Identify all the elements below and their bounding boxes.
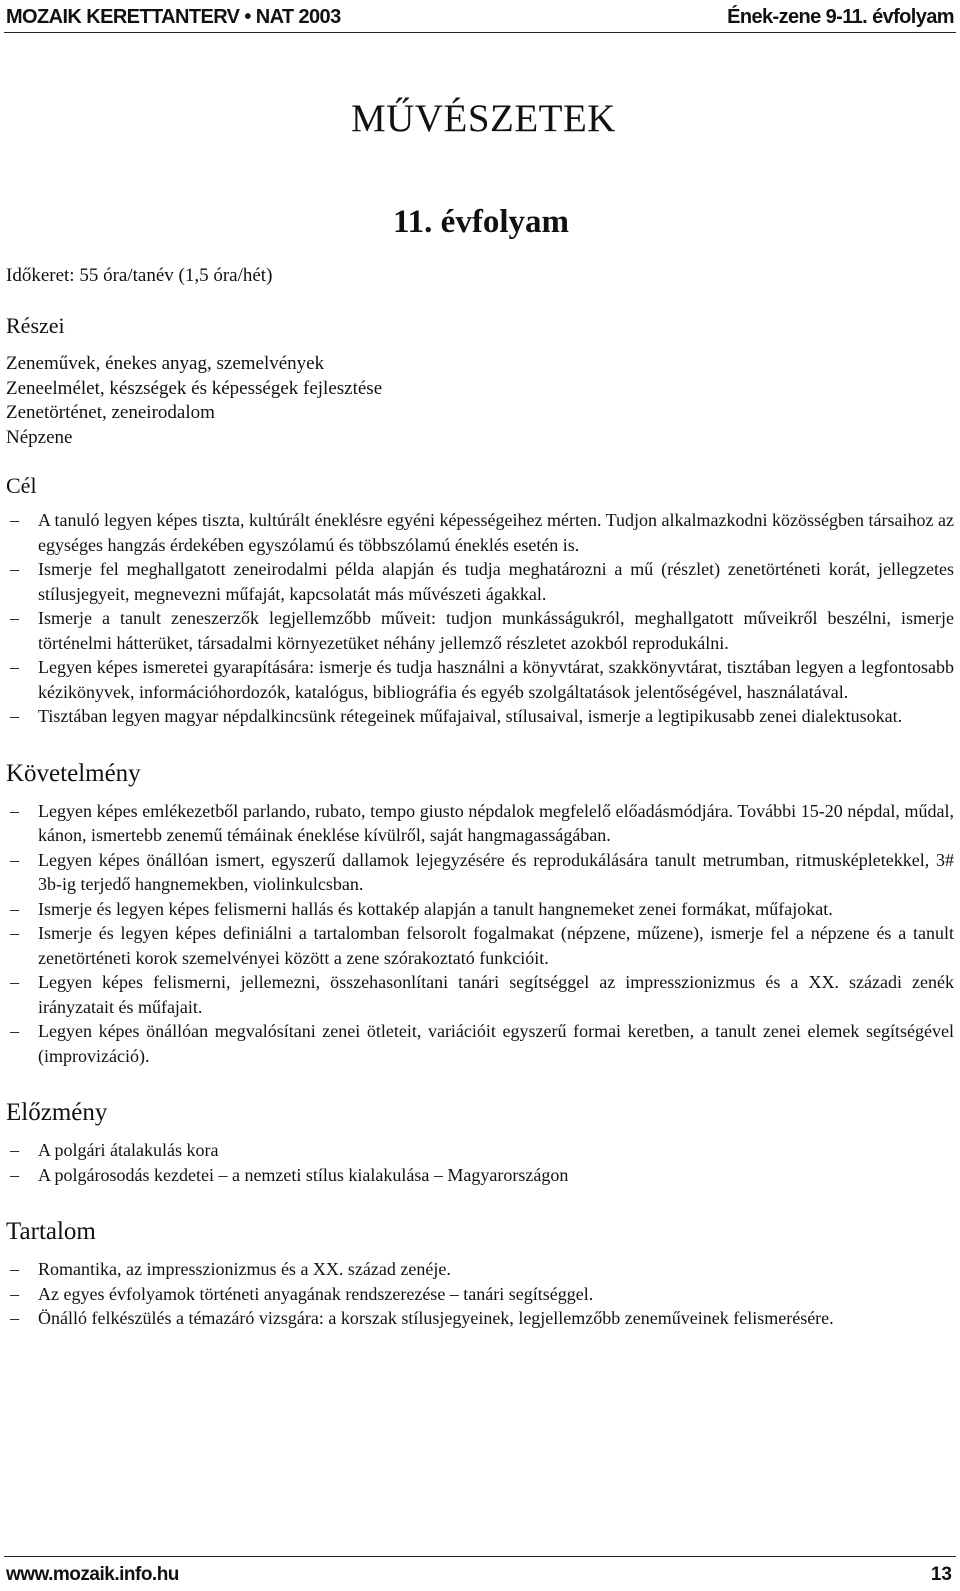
list-item: Zenetörténet, zeneirodalom [6, 402, 215, 423]
section-tartalom [6, 1217, 954, 1331]
content [6, 312, 954, 1331]
list-item: – Az egyes évfolyamok történeti anyagának rendszerezése – tanári segítséggel. [6, 1282, 954, 1307]
footer-website-link[interactable]: www.mozaik.info.hu [6, 1564, 179, 1585]
page-number: 13 [930, 1564, 952, 1585]
section-heading: Követelmény [6, 759, 141, 787]
list-item: – Legyen képes felismerni, jellemezni, összehasonlítani tanári segítséggel az impresszionizmus és a XX. századi zenék irányzatait és műfajait. [6, 970, 954, 1019]
section-kovetelmeny [6, 759, 954, 1069]
list-item: – Legyen képes ismeretei gyarapítására: ismerje és tudja használni a könyvtárat, szakkönyvtárat, tisztában legyen a legfontosabb kézikönyvek, információhordozók, katalógus, bibliográfia és egyéb szolgáltatások jelentőségével, használatával. [6, 655, 954, 704]
section-heading: Részei [6, 313, 65, 338]
list-item: Zeneelmélet, készségek és képességek fejlesztése [6, 377, 383, 399]
list-item: – Romantika, az impresszionizmus és a XX. század zenéje. [6, 1257, 954, 1282]
header-series-title: MOZAIK KERETTANTERV • NAT 2003 [6, 6, 341, 28]
header-subject-title: Ének-zene 9-11. évfolyam [727, 6, 954, 28]
list-item: – Legyen képes önállóan megvalósítani zenei ötleteit, variációit egyszerű formai keretben, a tanult zenei elemek segítségével (improvizáció). [6, 1019, 954, 1068]
list-item: – Ismerje és legyen képes felismerni hallás és kottakép alapján a tanult hangnemeket zenei formákat, műfajokat. [6, 897, 954, 922]
list-item: – Ismerje a tanult zeneszerzők legjellemzőbb műveit: tudjon munkásságukról, meghallgatott műveikről beszélni, ismerje történelmi hátterüket, társadalmi környezetüket néhány jellemző részletet azokból reprodukálni. [6, 606, 954, 655]
list-item: – Tisztában legyen magyar népdalkincsünk rétegeinek műfajaival, stílusaival, ismerje a legtipikusabb zenei dialektusokat. [6, 704, 954, 729]
list-item: – Legyen képes emlékezetből parlando, rubato, tempo giusto népdalok megfelelő előadásmódjára. További 15-20 népdal, műdal, kánon, ismertebb zenemű témáinak éneklése kívülről, saját hangmagasságában. [6, 799, 954, 848]
section-cel [6, 472, 954, 729]
cel-list [6, 508, 954, 729]
section-heading: Előzmény [6, 1099, 108, 1126]
list-item: – A polgárosodás kezdetei – a nemzeti stílus kialakulása – Magyarországon [6, 1163, 954, 1188]
timeframe: Időkeret: 55 óra/tanév (1,5 óra/hét) [6, 265, 273, 286]
list-item: – A polgári átalakulás kora [6, 1138, 954, 1163]
grade-heading: 11. évfolyam [393, 204, 569, 240]
reszei-list [6, 352, 954, 450]
list-item: – Önálló felkészülés a témazáró vizsgára: a korszak stílusjegyeinek, legjellemzőbb zeneműveinek felismerésére. [6, 1306, 954, 1331]
page-title: MŰVÉSZETEK [351, 97, 616, 140]
tartalom-list [6, 1257, 954, 1331]
list-item: Népzene [6, 426, 73, 448]
section-reszei [6, 312, 954, 450]
list-item: – Ismerje fel meghallgatott zeneirodalmi példa alapján és tudja meghatározni a mű (részlet) zenetörténeti korát, jellegzetes stílusjegyeit, megnevezni műfaját, kapcsolatát más művészeti ágakkal. [6, 557, 954, 606]
section-heading: Tartalom [6, 1218, 96, 1245]
section-elozmeny [6, 1098, 954, 1187]
page-footer [4, 1556, 956, 1589]
list-item: – Legyen képes önállóan ismert, egyszerű dallamok lejegyzésére és reprodukálására tanult metrumban, ritmusképletekkel, 3# 3b-ig terjedő hangnemekben, violinkulcsban. [6, 848, 954, 897]
list-item: Zeneművek, énekes anyag, szemelvények [6, 353, 325, 374]
list-item: – A tanuló legyen képes tiszta, kultúrált éneklésre egyéni képességeihez mérten. Tudjon alkalmazkodni közösségben társaihoz az egységes hangzás érdekében egyszólamú és többszólamú éneklés esetén is. [6, 508, 954, 557]
page-header [4, 0, 956, 33]
kovetelmeny-list [6, 799, 954, 1069]
list-item: – Ismerje és legyen képes definiálni a tartalomban felsorolt fogalmakat (népzene, műzene), ismerje fel a népzene és a tanult zenetörténeti korok szemelvényei között a zene szórakoztató funkcióit. [6, 921, 954, 970]
elozmeny-list [6, 1138, 954, 1187]
section-heading: Cél [6, 473, 37, 498]
